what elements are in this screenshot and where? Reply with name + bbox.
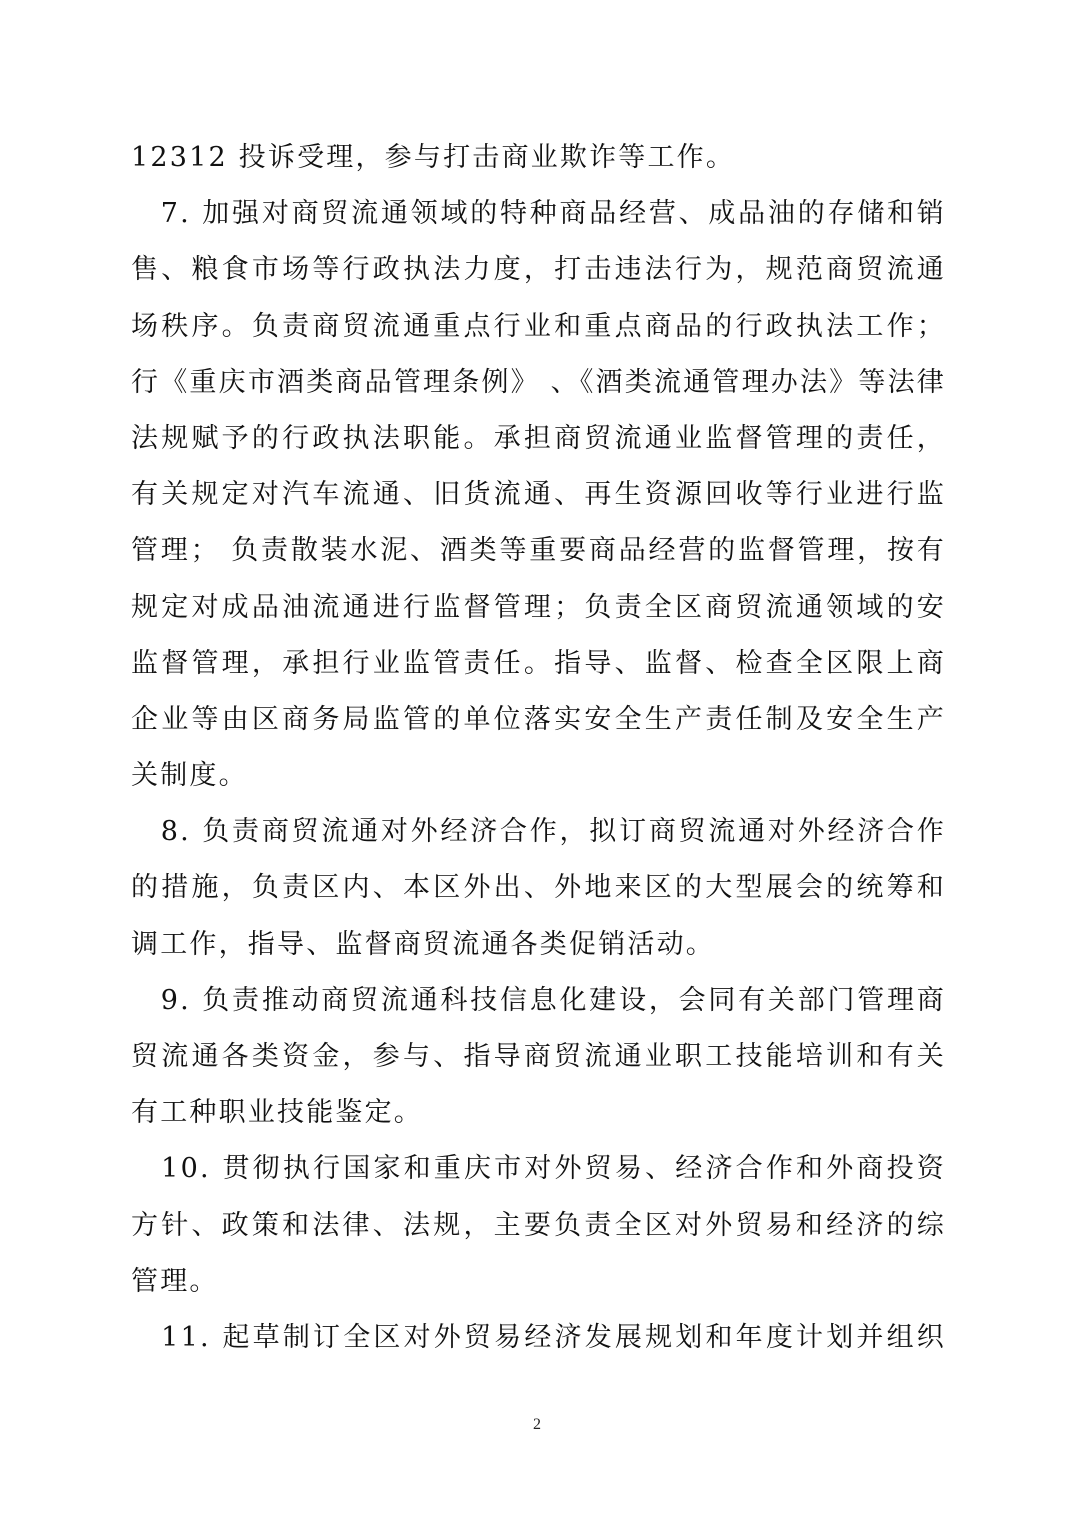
text-line: 方针、政策和法律、法规，主要负责全区对外贸易和经济的综 [131, 1209, 946, 1241]
text-line: 有关规定对汽车流通、旧货流通、再生资源回收等行业进行监 [131, 479, 946, 511]
text-line: 管理。 [131, 1265, 219, 1297]
text-line: 的措施，负责区内、本区外出、外地来区的大型展会的统筹和 [131, 872, 946, 904]
text-line: 企业等由区商务局监管的单位落实安全生产责任制及安全生产 [131, 703, 946, 735]
text-line: 售、粮食市场等行政执法力度，打击违法行为，规范商贸流通 [131, 254, 946, 286]
text-line: 9. 负责推动商贸流通科技信息化建设，会同有关部门管理商 [131, 984, 946, 1016]
text-line: 贸流通各类资金，参与、指导商贸流通业职工技能培训和有关 [131, 1041, 946, 1072]
text-line: 8. 负责商贸流通对外经济合作，拟订商贸流通对外经济合作 [131, 816, 946, 848]
text-line: 管理； 负责散装水泥、酒类等重要商品经营的监督管理，按有 [131, 535, 946, 567]
text-line: 监督管理，承担行业监管责任。指导、监督、检查全区限上商 [131, 647, 946, 679]
text-line: 法规赋予的行政执法职能。承担商贸流通业监督管理的责任， [131, 422, 946, 454]
text-line: 7. 加强对商贸流通领域的特种商品经营、成品油的存储和销 [131, 198, 946, 230]
text-line: 11. 起草制订全区对外贸易经济发展规划和年度计划并组织 [131, 1321, 946, 1353]
text-line: 规定对成品油流通进行监督管理；负责全区商贸流通领域的安 [131, 591, 946, 623]
text-line: 场秩序。负责商贸流通重点行业和重点商品的行政执法工作； [131, 310, 946, 342]
page-number: 2 [533, 1416, 541, 1433]
body-text [131, 130, 946, 1366]
text-line: 12312 投诉受理，参与打击商业欺诈等工作。 [131, 142, 736, 173]
text-line: 调工作，指导、监督商贸流通各类促销活动。 [131, 928, 715, 960]
text-line: 10. 贯彻执行国家和重庆市对外贸易、经济合作和外商投资 [161, 1153, 946, 1185]
text-line: 行《重庆市酒类商品管理条例》 、《酒类流通管理办法》等法律 [131, 366, 946, 398]
text-line: 关制度。 [131, 760, 248, 792]
text-line: 有工种职业技能鉴定。 [131, 1097, 423, 1129]
